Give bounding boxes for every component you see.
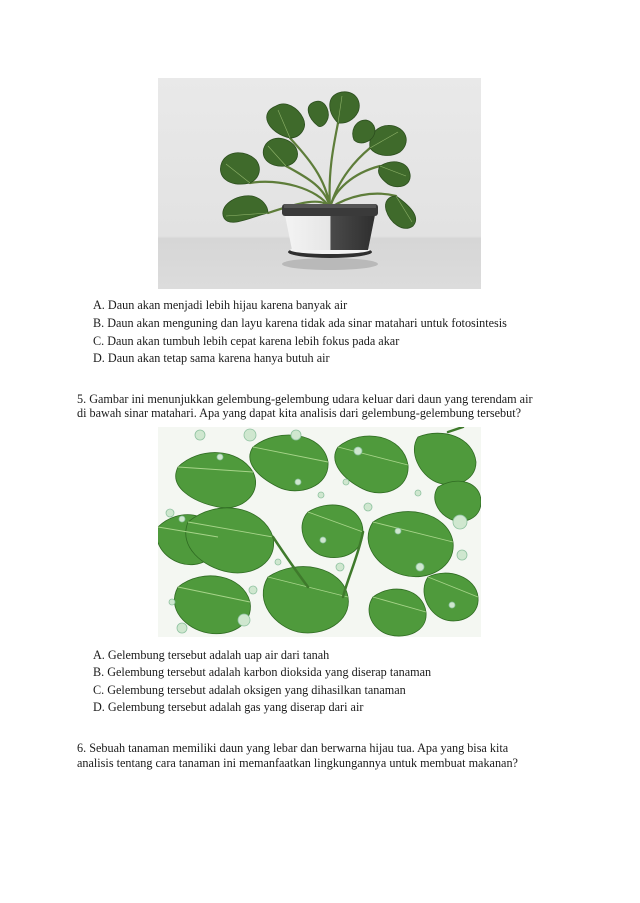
option-c: C. Daun akan tumbuh lebih cepat karena lebih fokus pada akar	[93, 334, 400, 348]
question-6-line-2: analisis tentang cara tanaman ini memanfaatkan lingkungannya untuk membuat makanan?	[77, 756, 518, 770]
option-b: B. Gelembung tersebut adalah karbon dioksida yang diserap tanaman	[93, 665, 432, 679]
question-5-line-1: 5. Gambar ini menunjukkan gelembung-gelembung udara keluar dari daun yang terendam air	[77, 392, 533, 406]
option-a: A. Gelembung tersebut adalah uap air dari tanah	[93, 648, 330, 662]
leaves-bubbles-image	[158, 427, 481, 637]
option-d: D. Daun akan tetap sama karena hanya butuh air	[93, 351, 330, 365]
option-d: D. Gelembung tersebut adalah gas yang diserap dari air	[93, 700, 364, 714]
option-b: B. Daun akan menguning dan layu karena tidak ada sinar matahari untuk fotosintesis	[93, 316, 507, 330]
question-5-line-2: di bawah sinar matahari. Apa yang dapat kita analisis dari gelembung-gelembung tersebut?	[77, 406, 522, 420]
question-6-line-1: 6. Sebuah tanaman memiliki daun yang lebar dan berwarna hijau tua. Apa yang bisa kita	[77, 741, 509, 755]
potted-plant-image	[158, 78, 481, 289]
option-a: A. Daun akan menjadi lebih hijau karena banyak air	[93, 298, 348, 312]
option-c: C. Gelembung tersebut adalah oksigen yang dihasilkan tanaman	[93, 683, 406, 697]
